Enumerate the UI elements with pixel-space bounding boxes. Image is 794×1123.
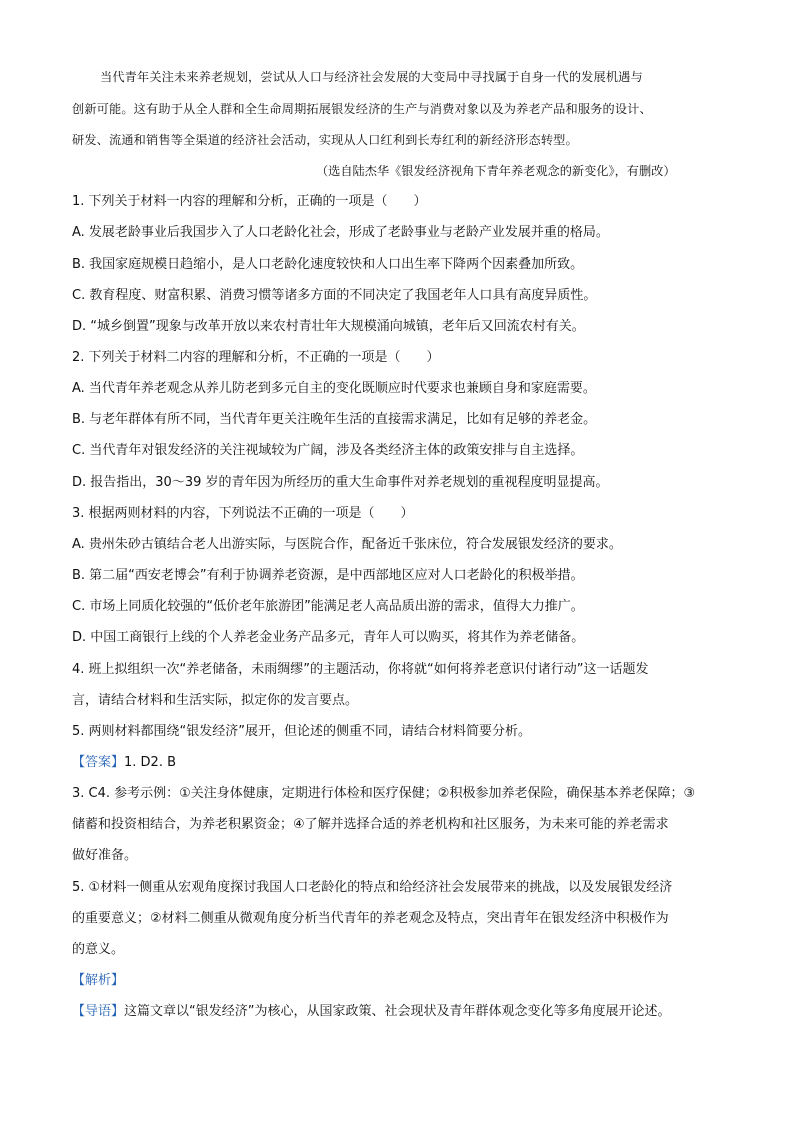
question-3-option-c: C. 市场上同质化较强的“低价老年旅游团”能满足老人高品质出游的需求，值得大力推广。: [72, 599, 584, 614]
guide-line: [72, 1003, 671, 1021]
answer-q5-line-1: 5. ①材料一侧重从宏观角度探讨我国人口老龄化的特点和给经济社会发展带来的挑战，以及发展银发经济: [72, 880, 673, 895]
analysis-tag: 【解析】: [72, 973, 125, 988]
guide-text: 这篇文章以“银发经济”为核心，从国家政策、社会现状及青年群体观念变化等多角度展开论述。: [124, 1004, 671, 1019]
question-2-option-c: C. 当代青年对银发经济的关注视域较为广阔，涉及各类经济主体的政策安排与自主选择。: [72, 443, 584, 458]
question-3-option-d: D. 中国工商银行上线的个人养老金业务产品多元，青年人可以购买，将其作为养老储备。: [72, 630, 585, 645]
intro-line-3: 研发、流通和销售等全渠道的经济社会活动，实现从人口红利到长寿红利的新经济形态转型。: [72, 133, 578, 147]
question-2-option-b: B. 与老年群体有所不同，当代青年更关注晚年生活的直接需求满足，比如有足够的养老金。: [72, 412, 597, 427]
question-1-option-d: D. “城乡倒置”现象与改革开放以来农村青壮年大规模涌向城镇，老年后又回流农村有关。: [72, 319, 585, 334]
question-1-stem: 1. 下列关于材料一内容的理解和分析，正确的一项是（ ）: [72, 194, 427, 209]
question-3-stem: 3. 根据两则材料的内容，下列说法不正确的一项是（ ）: [72, 506, 414, 521]
answer-line-4: 做好准备。: [72, 848, 138, 863]
question-1-option-c: C. 教育程度、财富积累、消费习惯等诸多方面的不同决定了我国老年人口具有高度异质性。: [72, 288, 597, 303]
question-2-option-a: A. 当代青年养老观念从养儿防老到多元自主的变化既顺应时代要求也兼顾自身和家庭需要。: [72, 381, 596, 396]
answer-tag: 【答案】: [72, 755, 125, 770]
analysis-heading: [72, 972, 124, 990]
question-1-option-b: B. 我国家庭规模日趋缩小，是人口老龄化速度较快和人口出生率下降两个因素叠加所致。: [72, 257, 584, 272]
source-citation: （选自陆杰华《银发经济视角下青年养老观念的新变化》，有删改）: [316, 164, 676, 178]
question-4-line-2: 言，请结合材料和生活实际，拟定你的发言要点。: [72, 693, 359, 708]
answer-q5-line-2: 的重要意义；②材料二侧重从微观角度分析当代青年的养老观念及特点，突出青年在银发经济中积极作为: [72, 911, 669, 926]
intro-line-1: 当代青年关注未来养老规划，尝试从人口与经济社会发展的大变局中寻找属于自身一代的发展机遇与: [100, 70, 643, 84]
answer-line-3: 储蓄和投资相结合，为养老积累资金；④了解并选择合适的养老机构和社区服务，为未来可能的养老需求: [72, 817, 669, 832]
answer-q5-line-3: 的意义。: [72, 942, 125, 957]
answer-text-1: 1. D2. B: [124, 755, 177, 770]
guide-tag: 【导语】: [72, 1004, 125, 1019]
question-3-option-b: B. 第二届“西安老博会”有利于协调养老资源，是中西部地区应对人口老龄化的积极举措。: [72, 568, 584, 583]
question-2-option-d: D. 报告指出，30～39 岁的青年因为所经历的重大生命事件对养老规划的重视程度明显提高。: [72, 475, 609, 490]
question-5: 5. 两则材料都围绕“银发经济”展开，但论述的侧重不同，请结合材料简要分析。: [72, 724, 532, 739]
answer-line-1: [72, 754, 176, 772]
question-2-stem: 2. 下列关于材料二内容的理解和分析，不正确的一项是（ ）: [72, 350, 440, 365]
intro-line-2: 创新可能。这有助于从全人群和全生命周期拓展银发经济的生产与消费对象以及为养老产品和服务的设计、: [72, 102, 652, 116]
question-3-option-a: A. 贵州朱砂古镇结合老人出游实际，与医院合作，配备近千张床位，符合发展银发经济的要求。: [72, 537, 622, 552]
question-1-option-a: A. 发展老龄事业后我国步入了人口老龄化社会，形成了老龄事业与老龄产业发展并重的格局。: [72, 225, 609, 240]
question-4-line-1: 4. 班上拟组织一次“养老储备，未雨绸缪”的主题活动，你将就“如何将养老意识付诸行动”这一话题发: [72, 662, 649, 677]
answer-line-2: 3. C4. 参考示例：①关注身体健康，定期进行体检和医疗保健；②积极参加养老保险，确保基本养老保障；③: [72, 786, 696, 801]
